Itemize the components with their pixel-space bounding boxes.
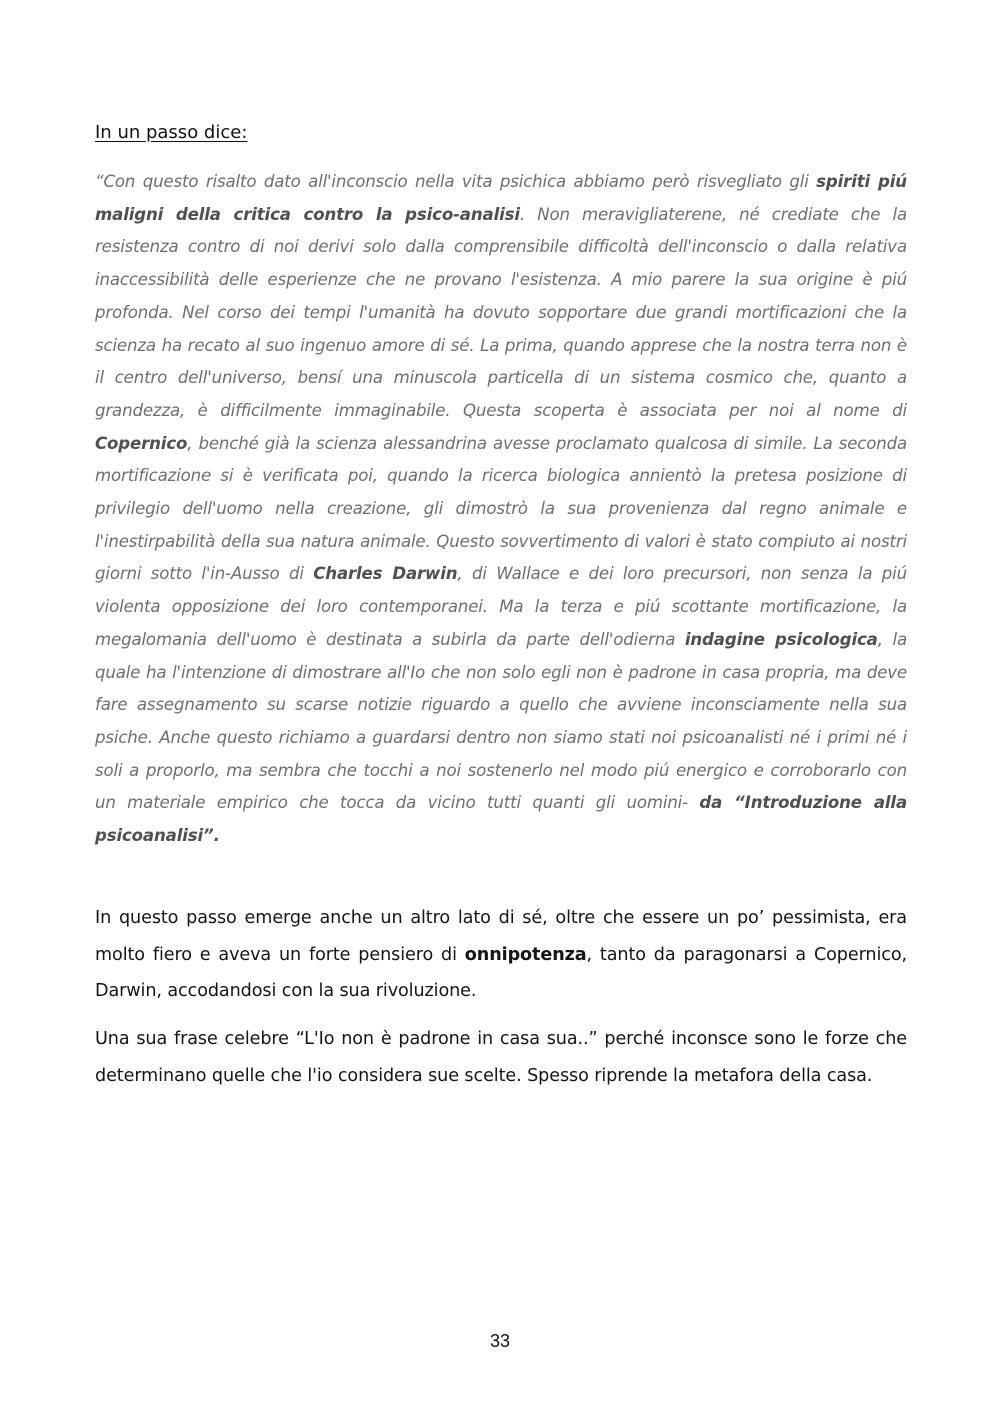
section-heading: In un passo dice: [95, 122, 248, 143]
quote-text: , benché già la scienza alessandrina avesse proclamato qualcosa di simile. La seconda mortificazione si è verificata poi, quando la ricerca biologica annientò la pretesa posizione di privilegio dell'uomo nella creazione, gli dimostrò la sua provenienza dal regno animale e l'inestirpabilità della sua natura animale. Questo sovvertimento di valori è stato compiuto ai nostri giorni sotto l'in-Ausso di [95, 433, 907, 584]
quote-text: , di Wallace e dei loro precursori, non senza la piú violenta opposizione dei loro contemporanei. Ma la terza e piú scottante mortificazione, la megalomania dell'uomo è destinata a subirla da parte dell'odierna [95, 564, 907, 649]
quote-text: . Non meravigliaterene, né crediate che la resistenza contro di noi derivi solo dalla comprensibile difficoltà dell'inconscio o dalla relativa inaccessibilità delle esperienze che ne provano l'esistenza. A mio parere la sua origine è piú profonda. Nel corso dei tempi l'umanità ha dovuto sopportare due grandi mortificazioni che la scienza ha recato al suo ingenuo amore di sé. La prima, quando apprese che la nostra terra non è il centro dell'universo, bensí una minuscola particella di un sistema cosmico che, quanto a grandezza, è difficilmente immaginabile. Questa scoperta è associata per noi al nome di [95, 204, 907, 420]
quote-emphasis: indagine psicologica [684, 629, 878, 649]
quote-text: “Con questo risalto dato all'inconscio nella vita psichica abbiamo però risvegliato gli [95, 172, 817, 191]
freud-quote [95, 166, 907, 853]
page-number: 33 [489, 1331, 511, 1351]
paragraph-emphasis: onnipotenza [464, 944, 587, 965]
body-paragraph [95, 900, 907, 1010]
paragraph-text: , tanto da paragonarsi a Copernico, Darwin, accodandosi con la sua rivoluzione. [95, 944, 907, 1001]
quote-emphasis: Charles Darwin [313, 564, 458, 584]
paragraph-text: In questo passo emerge anche un altro lato di sé, oltre che essere un po’ pessimista, era molto fiero e aveva un forte pensiero di [95, 908, 907, 965]
body-paragraph: Una sua frase celebre “L'Io non è padrone in casa sua..” perché inconsce sono le forze che determinano quelle che l'io considera sue scelte. Spesso riprende la metafora della casa. [95, 1029, 907, 1086]
quote-emphasis: Copernico [95, 433, 188, 453]
quote-source: da “Introduzione alla psicoanalisi”. [95, 793, 907, 846]
quote-emphasis: spiriti piú maligni della critica contro la psico-analisi [95, 172, 907, 224]
quote-text: , la quale ha l'intenzione di dimostrare all'Io che non solo egli non è padrone in casa propria, ma deve fare assegnamento su scarse notizie riguardo a quello che avviene inconsciamente nella sua psiche. Anche questo richiamo a guardarsi dentro non siamo stati noi psicoanalisti né i primi né i soli a proporlo, ma sembra che tocchi a noi sostenerlo nel modo piú energico e corroborarlo con un materiale empirico che tocca da vicino tutti quanti gli uomini- [95, 629, 907, 813]
